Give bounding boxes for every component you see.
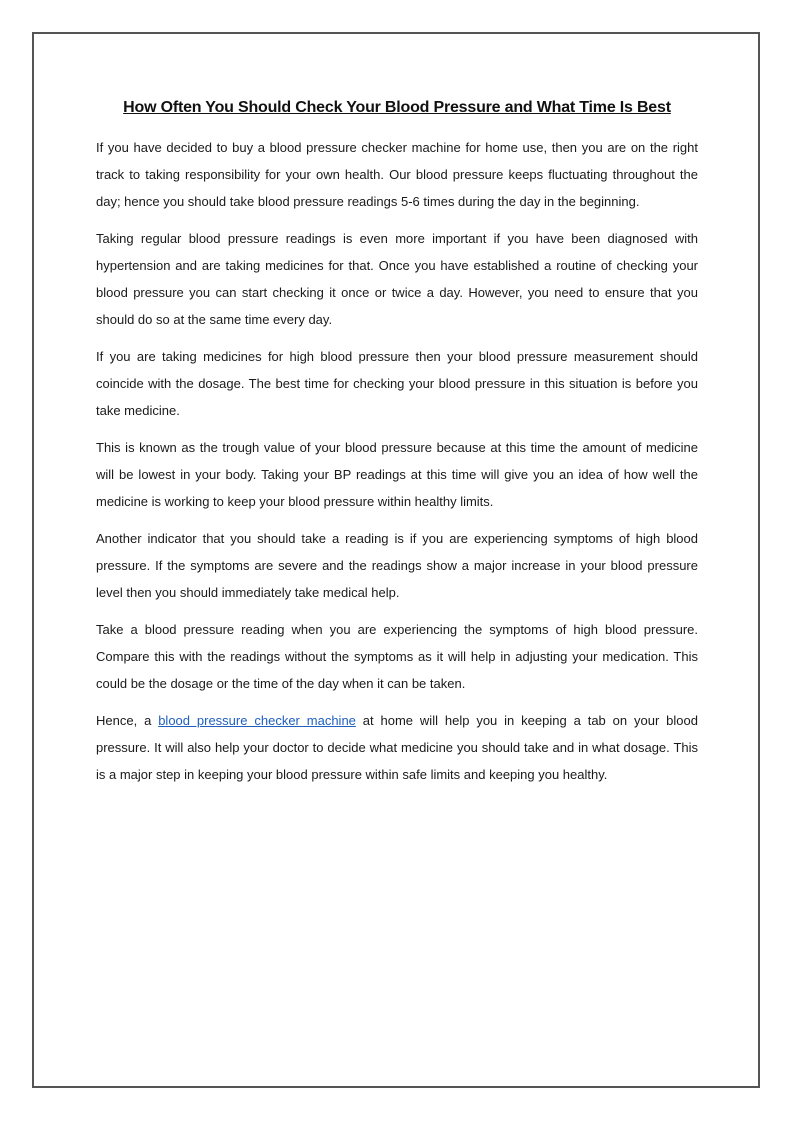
blood-pressure-checker-link[interactable]: blood pressure checker machine [158, 713, 356, 728]
paragraph-5: Another indicator that you should take a reading is if you are experiencing symptoms of high blood pressure. If the symptoms are severe and the readings show a major increase in your blood pressure level then you should immediately take medical help. [96, 531, 698, 600]
document-body [96, 96, 698, 798]
paragraph-6: Take a blood pressure reading when you are experiencing the symptoms of high blood pressure. Compare this with the readings without the symptoms as it will help in adjusting your medication. This could be the dosage or the time of the day when it can be taken. [96, 622, 698, 691]
paragraph-7-rest: at home will help you in keeping a tab on your blood pressure. It will also help your doctor to decide what medicine you should take and in what dosage. This is a major step in keeping your blood pressure within safe limits and keeping you healthy. [96, 713, 698, 782]
paragraph-1: If you have decided to buy a blood pressure checker machine for home use, then you are on the right track to taking responsibility for your own health. Our blood pressure keeps fluctuating throughout the day; hence you should take blood pressure readings 5-6 times during the day in the beginning. [96, 140, 698, 209]
paragraph-7-lead: Hence, a [96, 713, 159, 728]
paragraph-4: This is known as the trough value of your blood pressure because at this time the amount of medicine will be lowest in your body. Taking your BP readings at this time will give you an idea of how well the medicine is working to keep your blood pressure within healthy limits. [96, 440, 698, 509]
paragraph-7 [96, 707, 698, 788]
paragraph-3: If you are taking medicines for high blood pressure then your blood pressure measurement should coincide with the dosage. The best time for checking your blood pressure in this situation is before you take medicine. [96, 349, 698, 418]
document-title: How Often You Should Check Your Blood Pressure and What Time Is Best [123, 99, 671, 116]
paragraph-2: Taking regular blood pressure readings is even more important if you have been diagnosed with hypertension and are taking medicines for that. Once you have established a routine of checking your blood pressure you can start checking it once or twice a day. However, you need to ensure that you should do so at the same time every day. [96, 231, 698, 327]
